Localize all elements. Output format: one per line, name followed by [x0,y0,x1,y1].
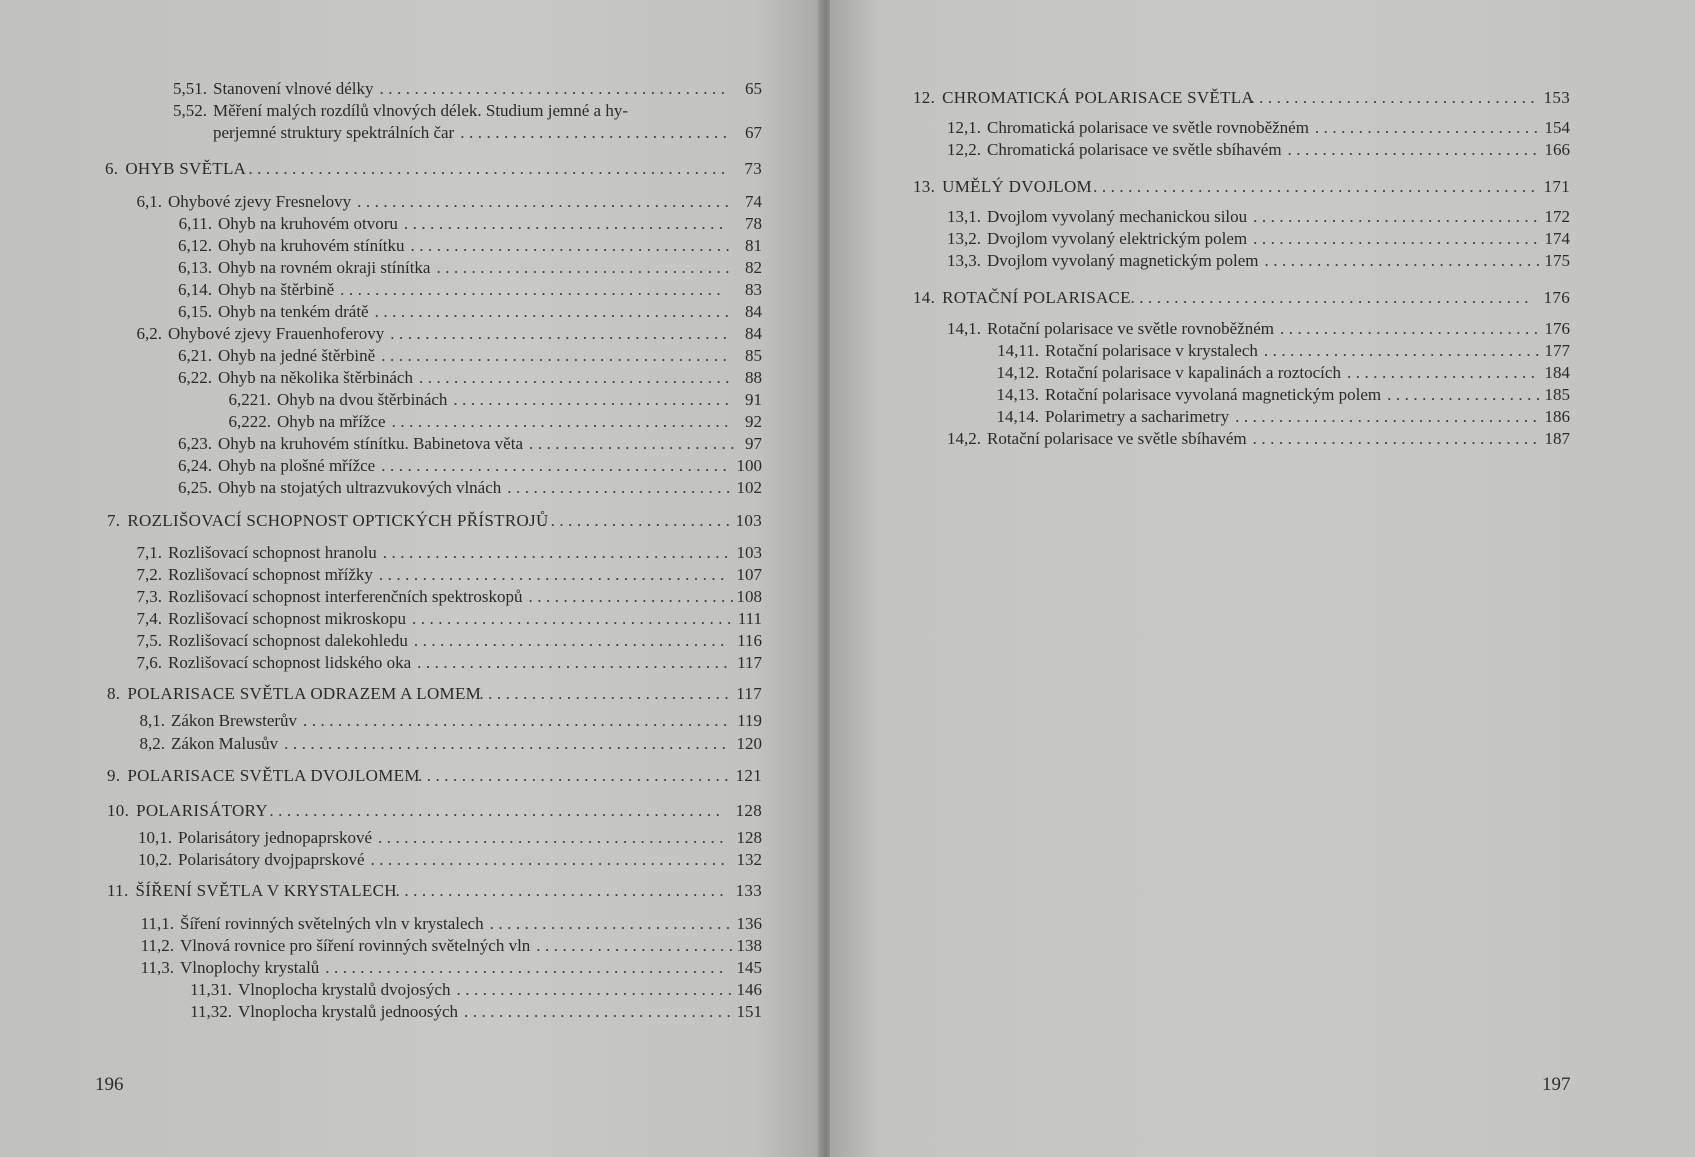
toc-entry-number: 6,11. [178,214,212,233]
toc-entry-number: 6,221. [228,390,271,409]
toc-entry [139,710,762,732]
toc-entry [105,158,762,180]
toc-entry-number: 7,4. [136,609,162,628]
toc-entry-number: 14,1. [947,319,981,338]
toc-entry [947,139,1570,161]
toc-entry-number: 13,1. [947,207,981,226]
toc-leader-dots: ......................................... [374,302,734,321]
toc-entry-number: 14,13. [996,385,1039,404]
toc-entry-page: 100 [736,456,762,475]
toc-entry [947,250,1570,272]
toc-leader-dots: ............................................ [340,280,726,299]
toc-entry-number: 6,13. [178,258,212,277]
left-toc [0,0,822,1157]
toc-entry [140,913,762,935]
toc-entry-number: 6,15. [178,302,212,321]
toc-entry-page: 187 [1544,429,1570,448]
toc-entry-page: 145 [736,958,762,977]
toc-entry-number: 7,1. [136,543,162,562]
toc-entry-number: 11,31. [190,980,232,999]
toc-entry-page: 88 [745,368,762,387]
toc-leader-dots: ................................. [1253,207,1542,226]
toc-entry [178,433,762,455]
toc-entry-title: Zákon Malusův [171,734,279,753]
toc-entry [178,345,762,367]
toc-entry-page: 92 [745,412,762,431]
toc-entry-page: 175 [1544,251,1570,270]
toc-entry-page: 111 [737,609,762,628]
toc-entry [947,228,1570,250]
toc-leader-dots: ...................... [1346,363,1540,382]
toc-entry-title: Rotační polarisace v kapalinách a roztocích [1045,363,1341,382]
toc-leader-dots: ........................................ [381,456,732,475]
toc-entry-page: 172 [1544,207,1570,226]
toc-leader-dots: ................................ [456,980,737,999]
toc-entry-page: 117 [737,653,762,672]
toc-leader-dots: .................................... [413,631,729,650]
toc-entry-title: Polarimetry a sacharimetry [1045,407,1230,426]
toc-leader-dots: ................................. [1250,88,1540,107]
toc-entry-page: 91 [745,390,762,409]
toc-entry-page: 67 [745,123,762,142]
toc-entry-page: 65 [745,79,762,98]
toc-leader-dots: ......................................... [370,850,730,869]
toc-entry-number: 5,52. [173,101,207,120]
toc-entry-number: 13. [913,177,936,196]
toc-entry-title: POLARISÁTORY [136,801,268,820]
toc-entry-title: Chromatická polarisace ve světle sbíhavém [987,140,1282,159]
toc-entry-number: 12. [913,88,936,107]
toc-entry-title: Ohyb na štěrbině [218,280,335,299]
toc-entry [178,455,762,477]
toc-entry-title: Ohyb na tenkém drátě [218,302,369,321]
toc-entry [996,384,1570,406]
toc-entry [107,880,762,902]
toc-entry-title: Vlnoplocha krystalů dvojosých [238,980,451,999]
toc-entry-title: Měření malých rozdílů vlnových délek. Studium jemné a hy- [213,101,628,120]
toc-entry-number: 6. [105,159,119,178]
toc-leader-dots: ...................................... [395,881,729,900]
toc-leader-dots: ....................................................... [248,159,730,178]
toc-leader-dots: .................................... [417,653,733,672]
toc-entry-title: UMĚLÝ DVOJLOM [942,177,1092,196]
toc-entry-page: 81 [745,236,762,255]
toc-entry [178,367,762,389]
toc-entry-page: 184 [1544,363,1570,382]
toc-entry-number: 6,2. [136,324,162,343]
toc-entry-title: Rotační polarisace ve světle sbíhavém [987,429,1247,448]
toc-leader-dots: ............................ [489,914,735,933]
toc-entry-page: 128 [735,801,762,820]
toc-entry-title: Rotační polarisace vyvolaná magnetickým polem [1045,385,1382,404]
toc-leader-dots: ................................................... [1093,177,1540,196]
toc-entry-number: 7,6. [136,653,162,672]
toc-entry-title: Polarisátory dvojpaprskové [178,850,365,869]
toc-entry-number: 11,1. [140,914,174,933]
toc-leader-dots: ............................. [479,684,734,703]
toc-entry-page: 116 [737,631,762,650]
toc-entry [947,318,1570,340]
toc-leader-dots: ................................... [1235,407,1542,426]
toc-entry [107,510,762,532]
toc-entry-number: 6,23. [178,434,212,453]
toc-entry [228,389,762,411]
toc-entry-page: 136 [736,914,762,933]
toc-leader-dots: ............................... [460,123,732,142]
toc-entry-page: 128 [736,828,762,847]
toc-entry-title: POLARISACE SVĚTLA DVOJLOMEM [127,766,420,785]
toc-entry [913,176,1570,198]
toc-leader-dots: ....................... [536,936,738,955]
toc-leader-dots: ................................................... [284,734,731,753]
toc-leader-dots: ........................ [528,434,739,453]
toc-entry-title: POLARISACE SVĚTLA ODRAZEM A LOMEM [127,684,482,703]
toc-entry-number: 7,3. [136,587,162,606]
toc-entry [947,117,1570,139]
toc-entry-number: 7,5. [136,631,162,650]
toc-entry-page: 85 [745,346,762,365]
toc-entry-page: 138 [736,936,762,955]
toc-entry [947,428,1570,450]
toc-entry-page: 74 [745,192,762,211]
toc-entry-number: 11,3. [140,958,174,977]
toc-entry [138,827,762,849]
toc-entry-number: 12,1. [947,118,981,137]
toc-entry [136,191,762,213]
toc-entry [947,206,1570,228]
toc-leader-dots: .............................. [1279,319,1543,338]
toc-entry-number: 11,2. [140,936,174,955]
toc-entry [138,849,762,871]
toc-entry-title: ROTAČNÍ POLARISACE [942,288,1131,307]
toc-entry-title: perjemné struktury spektrálních čar [213,123,455,142]
toc-entry-title: Ohyb na kruhovém stínítku [218,236,405,255]
toc-entry-number: 14,14. [996,407,1039,426]
toc-leader-dots: ....................................... [391,412,733,431]
toc-entry-continuation [213,122,762,144]
toc-entry [178,257,762,279]
toc-entry-title: OHYB SVĚTLA [125,159,247,178]
toc-leader-dots: ........................ [528,587,739,606]
toc-leader-dots: ..................................... [411,609,736,628]
toc-leader-dots: ................................. [1253,229,1542,248]
toc-entry [173,100,628,122]
toc-entry [136,323,762,345]
toc-entry [178,213,762,235]
toc-entry-title: Rotační polarisace v krystalech [1045,341,1258,360]
toc-leader-dots: .................................................... [269,801,725,820]
toc-entry [997,340,1570,362]
toc-entry-title: Rozlišovací schopnost lidského oka [168,653,412,672]
toc-entry-title: Rozlišovací schopnost hranolu [168,543,377,562]
toc-leader-dots: .................................... [417,766,733,785]
toc-entry-page: 151 [736,1002,762,1021]
toc-entry-page: 102 [736,478,762,497]
toc-entry-title: Ohyb na dvou štěrbinách [277,390,448,409]
toc-entry-number: 6,222. [228,412,271,431]
toc-entry-number: 6,1. [136,192,162,211]
toc-entry-page: 146 [736,980,762,999]
toc-leader-dots: ........................................ [379,79,730,98]
toc-entry-page: 103 [735,511,762,530]
toc-leader-dots: .................. [1387,385,1545,404]
toc-entry-number: 9. [107,766,121,785]
toc-leader-dots: ...................... [541,511,735,530]
toc-entry [140,957,762,979]
toc-entry-page: 120 [736,734,762,753]
toc-leader-dots: ............................... [464,1002,736,1021]
toc-entry-page: 166 [1544,140,1570,159]
right-toc [830,0,1695,1157]
toc-entry-number: 14,2. [947,429,981,448]
toc-leader-dots: ................................. [1252,429,1542,448]
toc-entry-number: 6,12. [178,236,212,255]
toc-entry-page: 84 [745,324,762,343]
toc-entry-title: Zákon Brewsterův [171,711,298,730]
toc-entry-page: 176 [1544,319,1570,338]
toc-entry-title: Ohyb na kruhovém stínítku. Babinetova věta [218,434,523,453]
toc-leader-dots: ............................. [1287,140,1542,159]
toc-entry-page: 73 [744,159,762,178]
toc-entry-page: 171 [1543,177,1570,196]
toc-entry-number: 6,24. [178,456,212,475]
toc-entry-page: 83 [745,280,762,299]
toc-entry-page: 108 [736,587,762,606]
toc-entry-title: Chromatická polarisace ve světle rovnoběžném [987,118,1309,137]
toc-entry-page: 185 [1544,385,1570,404]
toc-entry-title: Ohyb na rovném okraji stínítka [218,258,431,277]
toc-entry [136,652,762,674]
toc-leader-dots: ....................................... [390,324,732,343]
toc-leader-dots: ........................................ [382,543,733,562]
toc-entry-number: 13,2. [947,229,981,248]
toc-entry [107,765,762,787]
toc-entry-title: Ohyb na plošné mřížce [218,456,376,475]
toc-entry-page: 132 [736,850,762,869]
toc-entry [228,411,762,433]
toc-entry [136,608,762,630]
toc-entry-number: 10. [107,801,130,820]
toc-entry-number: 10,2. [138,850,172,869]
toc-leader-dots: .......................... [1314,118,1543,137]
toc-leader-dots: ........................................ [378,565,729,584]
toc-entry-page: 117 [736,684,762,703]
toc-entry-title: Rotační polarisace ve světle rovnoběžném [987,319,1274,338]
toc-leader-dots: ........................................... [357,192,734,211]
toc-entry-number: 13,3. [947,251,981,270]
toc-entry-page: 186 [1544,407,1570,426]
toc-entry-page: 153 [1543,88,1570,107]
toc-entry [190,979,762,1001]
toc-leader-dots: .................................. [436,258,734,277]
toc-entry-title: Vlnoplocha krystalů jednoosých [238,1002,459,1021]
toc-entry [136,542,762,564]
toc-leader-dots: ................................ [1264,251,1545,270]
toc-entry-page: 121 [735,766,762,785]
toc-entry-title: Rozlišovací schopnost dalekohledu [168,631,408,650]
toc-entry-page: 154 [1544,118,1570,137]
toc-leader-dots: .............................................. [1130,288,1534,307]
toc-entry-title: Dvojlom vyvolaný magnetickým polem [987,251,1259,270]
toc-entry [136,586,762,608]
toc-leader-dots: .......................... [507,478,735,497]
toc-entry-number: 8,1. [139,711,165,730]
toc-entry-page: 97 [745,434,762,453]
toc-entry [913,87,1570,109]
toc-entry-number: 6,25. [178,478,212,497]
toc-entry-number: 7,2. [136,565,162,584]
toc-entry-page: 133 [735,881,762,900]
toc-entry-title: Vlnová rovnice pro šíření rovinných světelných vln [180,936,531,955]
toc-entry-title: Ohyb na několika štěrbinách [218,368,413,387]
toc-entry-page: 78 [745,214,762,233]
toc-entry-number: 14,12. [996,363,1039,382]
toc-leader-dots: ........................................ [378,828,729,847]
toc-entry-number: 10,1. [138,828,172,847]
toc-entry-title: Ohyb na stojatých ultrazvukových vlnách [218,478,502,497]
toc-entry-number: 6,22. [178,368,212,387]
toc-entry-title: Ohyb na jedné štěrbině [218,346,376,365]
toc-entry-title: Rozlišovací schopnost interferenčních spektroskopů [168,587,523,606]
toc-entry-title: Stanovení vlnové délky [213,79,374,98]
toc-entry-title: CHROMATICKÁ POLARISACE SVĚTLA [942,88,1255,107]
toc-entry [996,362,1570,384]
toc-entry-number: 11,32. [190,1002,232,1021]
toc-entry-number: 6,21. [178,346,212,365]
toc-entry-title: Dvojlom vyvolaný mechanickou silou [987,207,1248,226]
toc-entry-title: Rozlišovací schopnost mřížky [168,565,373,584]
toc-entry-title: Polarisátory jednopaprskové [178,828,373,847]
left-page-number: 196 [95,1074,124,1095]
toc-entry [107,683,762,705]
toc-entry-title: Ohybové zjevy Fresnelovy [168,192,352,211]
toc-entry-page: 82 [745,258,762,277]
toc-entry-page: 107 [736,565,762,584]
toc-entry-page: 84 [745,302,762,321]
toc-entry-number: 11. [107,881,129,900]
toc-entry [178,301,762,323]
toc-entry-number: 14,11. [997,341,1039,360]
toc-leader-dots: ..................................... [403,214,728,233]
toc-entry-number: 7. [107,511,121,530]
toc-entry [139,733,762,755]
toc-entry-title: Šíření rovinných světelných vln v krystalech [180,914,484,933]
toc-entry [140,935,762,957]
toc-entry [178,477,762,499]
toc-leader-dots: .............................................. [325,958,728,977]
toc-entry-number: 8,2. [139,734,165,753]
toc-entry [913,287,1570,309]
toc-entry-title: ŠÍŘENÍ SVĚTLA V KRYSTALECH [135,881,397,900]
toc-entry-number: 6,14. [178,280,212,299]
toc-leader-dots: .................................... [418,368,734,387]
toc-entry-title: Rozlišovací schopnost mikroskopu [168,609,406,628]
toc-entry [136,564,762,586]
toc-entry [190,1001,762,1023]
toc-entry-title: ROZLIŠOVACÍ SCHOPNOST OPTICKÝCH PŘÍSTROJŮ [127,511,549,530]
toc-entry-title: Vlnoplochy krystalů [180,958,320,977]
toc-entry-page: 174 [1544,229,1570,248]
toc-leader-dots: ..................................... [410,236,735,255]
toc-entry-number: 14. [913,288,936,307]
toc-leader-dots: ................................................. [303,711,732,730]
left-page [0,0,822,1157]
toc-entry-page: 103 [736,543,762,562]
toc-leader-dots: ................................ [453,390,734,409]
toc-leader-dots: ........................................ [381,346,732,365]
toc-entry [136,630,762,652]
toc-entry-number: 5,51. [173,79,207,98]
toc-leader-dots: ................................ [1263,341,1544,360]
toc-entry [178,279,762,301]
toc-entry [178,235,762,257]
toc-entry [173,78,762,100]
toc-entry-page: 119 [737,711,762,730]
toc-entry-title: Ohyb na kruhovém otvoru [218,214,398,233]
toc-entry-page: 176 [1543,288,1570,307]
right-page-number: 197 [1542,1074,1571,1095]
right-page [830,0,1695,1157]
toc-entry [107,800,762,822]
toc-entry-number: 8. [107,684,121,703]
toc-entry-title: Ohybové zjevy Frauenhoferovy [168,324,385,343]
toc-entry [996,406,1570,428]
toc-entry-title: Dvojlom vyvolaný elektrickým polem [987,229,1248,248]
toc-entry-page: 177 [1544,341,1570,360]
toc-entry-title: Ohyb na mřížce [277,412,386,431]
toc-entry-number: 12,2. [947,140,981,159]
